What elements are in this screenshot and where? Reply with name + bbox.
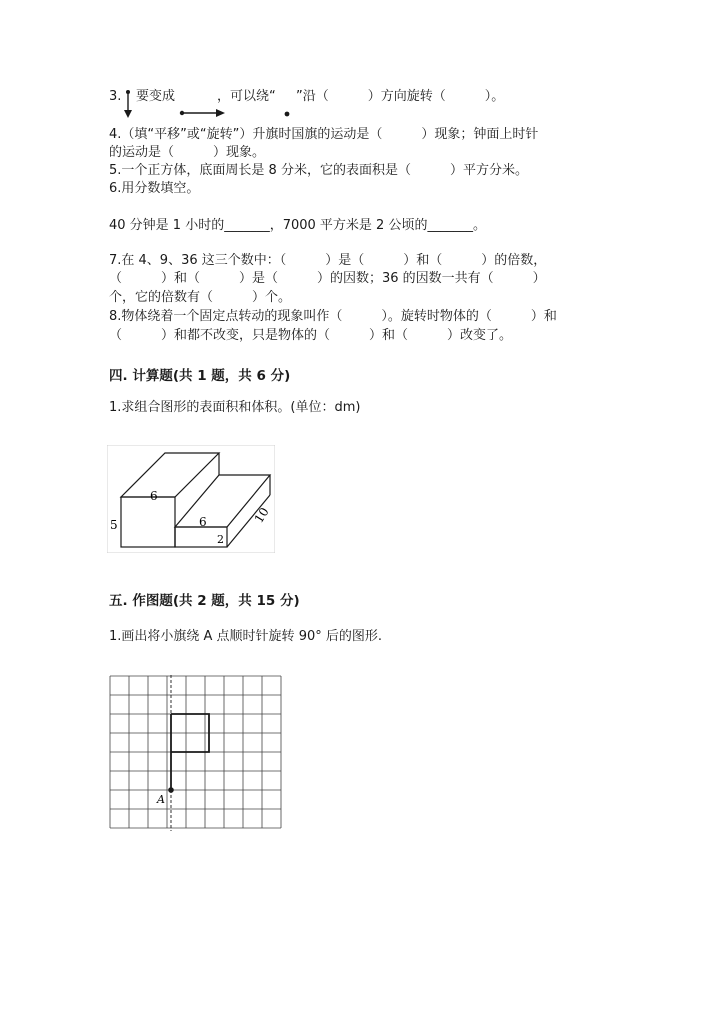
rotation-grid <box>109 675 291 833</box>
q3-number: 3. <box>109 89 122 104</box>
point-a-label: A <box>157 793 165 806</box>
q3-text-a: 要变成 <box>136 89 176 104</box>
flag-shape <box>171 714 209 790</box>
label-height: 5 <box>110 518 118 532</box>
q7-line-3: 个，它的倍数有（ ）个。 <box>109 290 292 305</box>
label-depth: 10 <box>251 505 272 526</box>
section-4-heading: 四. 计算题(共 1 题，共 6 分) <box>109 368 291 384</box>
q4-line-2: 的运动是（ ）现象。 <box>109 145 266 160</box>
section-5-heading: 五. 作图题(共 2 题，共 15 分) <box>109 593 300 609</box>
label-step-height: 2 <box>217 533 224 546</box>
q3-text-c: ”沿（ ）方向旋转（ ）。 <box>296 89 505 104</box>
q5-line: 5.一个正方体，底面周长是 8 分米，它的表面积是（ ）平方分米。 <box>109 163 528 178</box>
label-top-width: 6 <box>150 489 158 503</box>
q6-line: 40 分钟是 1 小时的_______，7000 平方米是 2 公顷的_______。 <box>109 218 486 233</box>
q6-title: 6.用分数填空。 <box>109 181 200 196</box>
q3-text-b: ，可以绕“ <box>217 89 276 104</box>
composite-solid-figure <box>107 445 275 553</box>
section-5-question-1: 1.画出将小旗绕 A 点顺时针旋转 90° 后的图形. <box>109 629 383 644</box>
rotation-point-icon <box>283 110 291 118</box>
q4-line-1: 4.（填“平移”或“旋转”）升旗时国旗的运动是（ ）现象；钟面上时针 <box>109 127 539 142</box>
label-step-width: 6 <box>199 515 207 529</box>
q3-line <box>109 88 121 106</box>
q7-line-2: （ ）和（ ）是（ ）的因数；36 的因数一共有（ ） <box>109 271 546 286</box>
q8-line-1: 8.物体绕着一个固定点转动的现象叫作（ ）。旋转时物体的（ ）和 <box>109 309 557 324</box>
point-a <box>168 787 174 793</box>
section-4-question-1: 1.求组合图形的表面积和体积。(单位：dm) <box>109 400 361 415</box>
q8-line-2: （ ）和都不改变，只是物体的（ ）和（ ）改变了。 <box>109 328 513 343</box>
right-arrow-icon <box>178 108 228 118</box>
q7-line-1: 7.在 4、9、36 这三个数中：（ ）是（ ）和（ ）的倍数， <box>109 253 547 268</box>
down-arrow-icon <box>123 88 133 120</box>
